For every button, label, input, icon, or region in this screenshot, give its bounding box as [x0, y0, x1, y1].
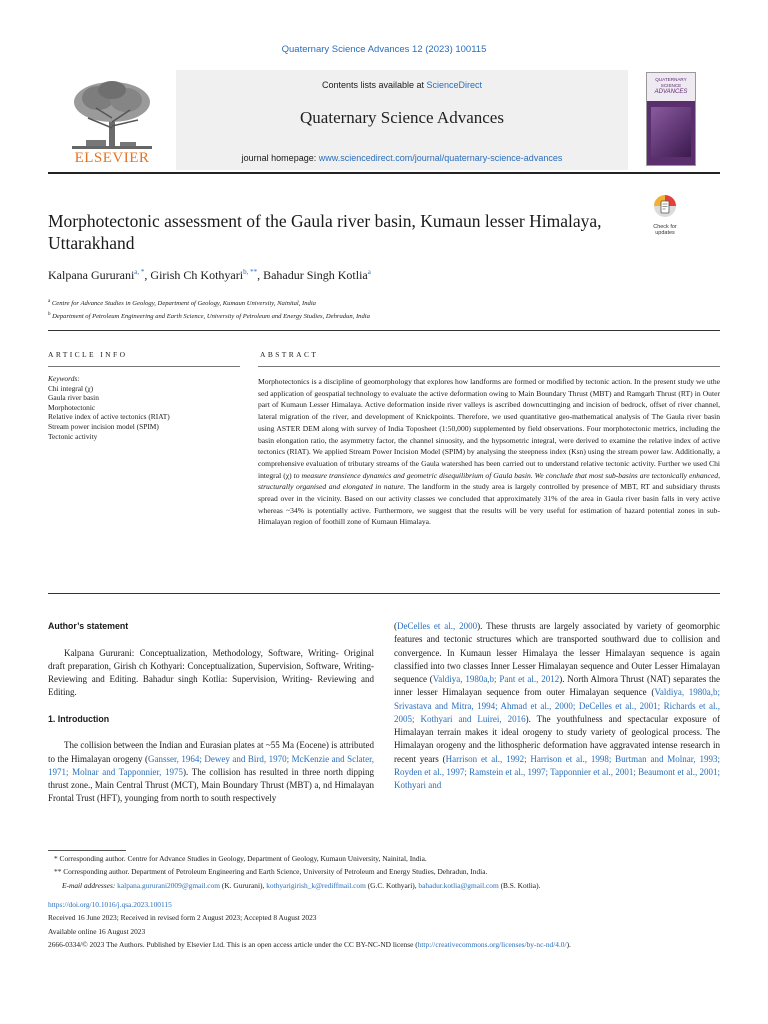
email-owner: (B.S. Kotlia).	[498, 880, 541, 890]
check-for-updates-badge[interactable]	[648, 194, 682, 236]
license-statement	[48, 938, 720, 951]
header-rule	[48, 172, 720, 174]
body-text: ). The youthfulness and spectacular exposure of Himalayan terrain makes it ideal orogeny to study variety of geological process. The Himalayan orogeny and the lithospheric deformation have aggravated intense research in recent years (	[394, 713, 720, 764]
abstract-italic-part: to measure transience dynamics and geometric disequilibrium of Gaula basin. We conclude that most sub-basins are tectonically enhanced, structurally organised and elongated in nature.	[258, 470, 720, 492]
homepage-line	[176, 153, 628, 163]
keyword-item: Chi integral (χ)	[48, 383, 94, 393]
body-text: ). North Almora Thrust (NAT) separates the inner lesser Himalayan sequence from outer Himalayan sequence (	[394, 674, 721, 698]
citation-link[interactable]: Gansser, 1964; Dewey and Bird, 1970; McKenzie and Sclater, 1971; Molnar and Tapponnier, 1975	[48, 753, 374, 777]
author-name[interactable]: Kalpana Gururani	[48, 268, 135, 282]
cover-image	[651, 107, 691, 157]
crossmark-icon	[652, 194, 678, 218]
affiliation-mark: b	[48, 312, 51, 318]
introduction-heading: 1. Introduction	[48, 713, 110, 724]
email-owner: (G.C. Kothyari),	[365, 880, 419, 890]
journal-name[interactable]: Quaternary Science Advances	[300, 108, 504, 127]
keyword-item: Tectonic activity	[48, 431, 98, 441]
affiliation-item	[48, 309, 708, 322]
sciencedirect-link[interactable]: ScienceDirect	[426, 80, 483, 90]
corresponding-author-note: * Corresponding author. Centre for Advance Studies in Geology, Department of Geology, Kumaun University, Nainital, India.	[54, 854, 427, 863]
keyword-item: Gaula river basin	[48, 393, 99, 403]
license-text-end: ).	[566, 940, 571, 950]
corresponding-author-note: ** Corresponding author. Department of Petroleum Engineering and Earth Science, University of Petroleum and Energy Studies, Dehradun, India.	[54, 867, 488, 877]
email-link[interactable]: kothyarigirish_k@rediffmail.com	[266, 880, 366, 890]
license-link[interactable]: http://creativecommons.org/licenses/by-nc-nd/4.0/	[417, 940, 567, 950]
publication-info	[48, 898, 720, 952]
affiliation-mark: a	[48, 299, 51, 304]
email-owner: (K. Gururani),	[220, 880, 267, 890]
homepage-link[interactable]: www.sciencedirect.com/journal/quaternary-science-advances	[318, 153, 563, 163]
affiliation-text: Centre for Advance Studies in Geology, Department of Geology, Kumaun University, Nainital, India	[51, 300, 316, 308]
keywords-block	[48, 374, 248, 441]
journal-reference[interactable]: Quaternary Science Advances 12 (2023) 100115	[281, 44, 487, 55]
footnotes	[48, 852, 720, 892]
cover-title-line1: QUATERNARY SCIENCE	[655, 77, 687, 88]
article-info-rule	[48, 366, 240, 367]
abstract-bottom-rule	[48, 593, 720, 594]
abstract-text	[258, 376, 720, 528]
elsevier-wordmark: ELSEVIER	[74, 150, 150, 166]
author-list: Kalpana Gururani$^{a, *}$, Girish Ch Kothyari$^{b, **}$, Bahadur Singh Kotlia$^a$	[48, 268, 371, 282]
citation-link[interactable]: Harrison et al., 1992; Harrison et al., 1998; Burtman and Molnar, 1993; Royden et al., 1997; Ramstein et al., 1997; Tapponnier et al., 2001; Beaumont et al., 2001; Kothyari and	[394, 753, 721, 790]
body-text: The collision between the Indian and Eurasian plates at ~55 Ma (Eocene) is attributed to the Himalayan orogeny (	[48, 740, 374, 764]
abstract-heading: ABSTRACT	[260, 350, 319, 359]
cover-header	[647, 73, 695, 101]
article-title: Morphotectonic assessment of the Gaula river basin, Kumaun lesser Himalaya, Uttarakhand	[48, 211, 602, 253]
abstract-rule	[258, 366, 720, 367]
introduction-paragraph-continued	[394, 620, 720, 792]
keyword-item: Relative index of active tectonics (RIAT)	[48, 412, 170, 422]
cover-title-line2: ADVANCES	[654, 89, 688, 95]
body-column-left	[48, 620, 374, 806]
author-name[interactable]: Bahadur Singh Kotlia	[263, 268, 368, 282]
affiliation-text: Department of Petroleum Engineering and Earth Science, University of Petroleum and Energy Studies, Dehradun, India	[52, 313, 370, 321]
masthead	[48, 70, 718, 170]
authors-statement-heading: Author’s statement	[48, 621, 129, 631]
received-dates: Received 16 June 2023; Received in revised form 2 August 2023; Accepted 8 August 2023	[48, 913, 317, 923]
section-rule	[48, 330, 720, 331]
crossmark-label: Check for updates	[653, 224, 677, 236]
keyword-item: Morphotectonic	[48, 402, 96, 412]
body-column-right	[394, 620, 720, 792]
affiliation-item	[48, 296, 708, 309]
homepage-prefix: journal homepage:	[241, 153, 319, 163]
author-affiliation-mark[interactable]: a	[367, 268, 371, 276]
journal-cover-thumbnail[interactable]	[646, 72, 696, 166]
abstract-part: The landform in the study area is largely controlled by presence of MBT, RT and subsidiary thrusts spread over in the vicinity. Based on our activity classes we concluded that approximately 31% of the area in Gaula river basin falls in very active whereas ~34% is potentially active. Furthermore, we suggest that the results will be very useful for estimation of hazard potential zones in sub-Himalayan region of foothill zone of Kumaun Himalaya.	[258, 482, 720, 527]
footnote-rule	[48, 850, 126, 851]
email-link[interactable]: bahadur.kotlia@gmail.com	[418, 880, 499, 890]
author-affiliation-mark[interactable]: a, *	[134, 268, 145, 276]
body-text: ). The collision has resulted in three north dipping thrust zone., Main Central Thrust (MCT), Main Boundary Thrust (MBT) a, nd Himalayan Frontal Trust (HFT), younging from north to south respectively	[48, 766, 374, 804]
affiliations	[48, 296, 708, 322]
body-text: (	[394, 621, 397, 631]
journal-header-band	[176, 70, 628, 170]
elsevier-logo[interactable]	[48, 70, 176, 170]
email-label: E-mail addresses:	[62, 880, 116, 890]
citation-link[interactable]: Valdiya, 1980a,b; Srivastava and Mitra, 1994; Ahmad et al., 2000; DeCelles et al., 2001; Richards et al., 2005; Kothyari and Luirei, 2016	[394, 687, 720, 724]
available-online-date: Available online 16 August 2023	[48, 926, 146, 936]
citation-link[interactable]: Valdiya, 1980a,b; Pant et al., 2012	[432, 674, 560, 684]
abstract-part: Morphotectonics is a discipline of geomorphology that explores how landforms are formed or modified by tectonic action. In the present study we uthe sed application of geospatial technology to evaluate the active deformation owing to Main Boundary Thrust (MBT) and Ramgarh Thrust (RT) in Outer part of Kumaun Lesser Himalaya. Active deformation inside river valleys is ascribed downcuttinging and incision of bedrock, offset of river channel, lateral migration of the river, and development of Knickpoints. Therefore, we used quantitative geo-mathematical analysis of The Gaula river basin using ASTER DEM along with survey of India Toposheet (1:50,000) supplemented by field observations. Four morphotectonic metrics, including the basin elongation ratio, the asymmetry factor, the channel sinuosity, and the hypsometric integral, were derived to examine the relative index of active tectonics (RIAT). We applied Stream Power Incision Model (SPIM) by analysing the steepness index (Ksn) using the stream power law. Additionally, a comprehensive evaluation of tributary streams of the Gaula watershed has been carried out to understand relative tectonic activity. Further we used Chi integral (χ)	[258, 377, 720, 480]
contents-prefix: Contents lists available at	[321, 80, 427, 90]
author-name[interactable]: Girish Ch Kothyari	[150, 268, 244, 282]
elsevier-tree-icon	[68, 78, 156, 150]
citation-link[interactable]: DeCelles et al., 2000	[397, 621, 478, 631]
introduction-paragraph	[48, 739, 374, 805]
author-affiliation-mark[interactable]: b, **	[243, 268, 258, 276]
license-text: 2666-0334/© 2023 The Authors. Published by Elsevier Ltd. This is an open access article under the CC BY-NC-ND license (	[48, 940, 418, 950]
contents-line	[176, 80, 628, 90]
keyword-item: Stream power incision model (SPIM)	[48, 421, 159, 431]
doi-link[interactable]: https://doi.org/10.1016/j.qsa.2023.100115	[48, 900, 172, 909]
email-link[interactable]: kalpana.gururani2009@gmail.com	[117, 880, 221, 890]
email-addresses	[48, 879, 720, 892]
article-info-heading: ARTICLE INFO	[48, 350, 128, 359]
body-text: ). These thrusts are largely associated by variety of geomorphic features and tectonic structures which are transported southward due to collision and convergence. In Kumaun lesser Himalaya the lesser Himalayan sequence is again classified into two classes Inner Lesser Himalayan sequence and Outer Lesser Himalayan sequence (	[394, 621, 721, 684]
authors-statement-paragraph: Kalpana Gururani: Conceptualization, Methodology, Software, Writing- Original draft preparation, Girish ch Kothyari: Conceptualization, Supervision, Software, Writing- Reviewing and Editing. Bahadur singh Kotlia: Supervision, Writing- Reviewing and Editing.	[48, 647, 374, 698]
keywords-label: Keywords:	[48, 374, 80, 383]
